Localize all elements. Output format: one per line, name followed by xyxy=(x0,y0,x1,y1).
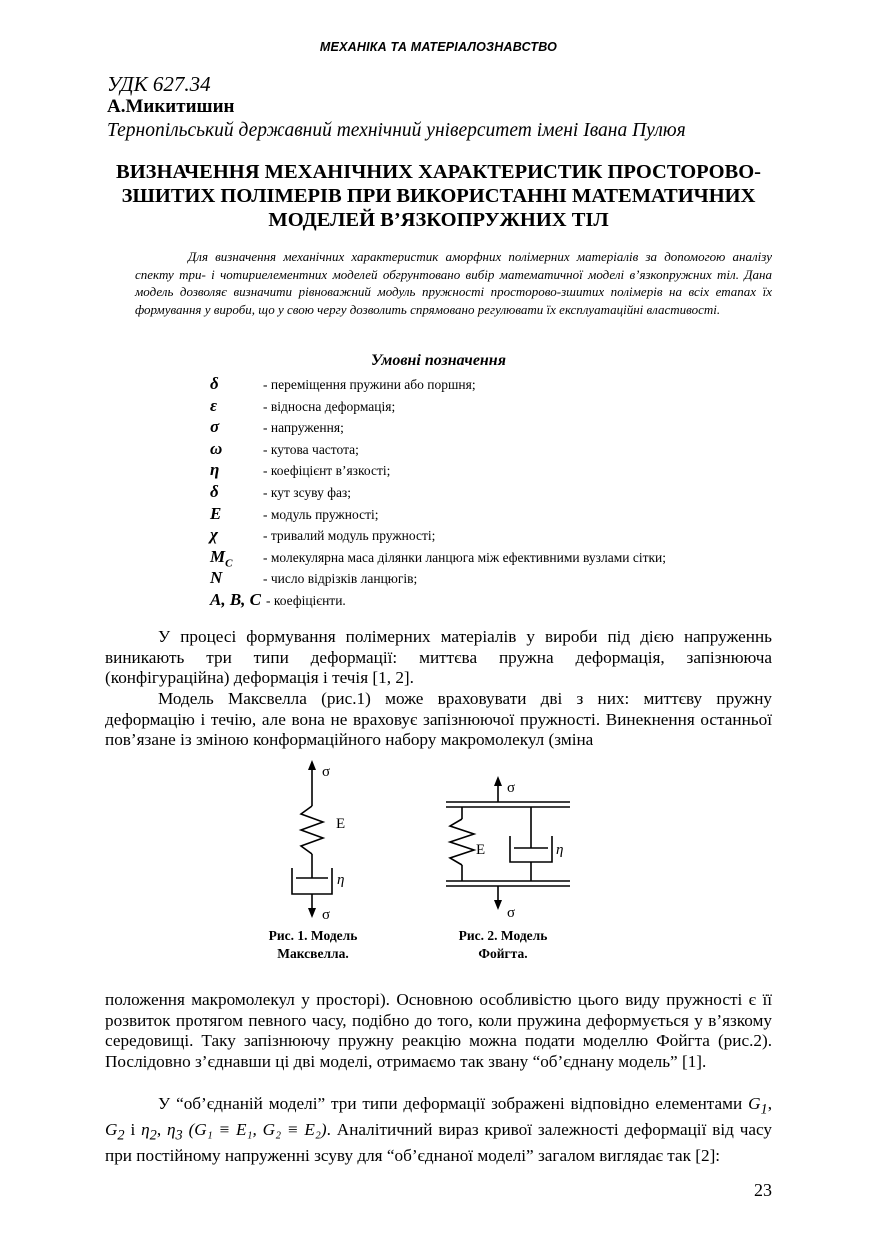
p4-and: і xyxy=(124,1120,142,1140)
notation-desc: - молекулярна маса ділянки ланцюга між ефективними вузлами сітки; xyxy=(263,549,667,565)
paragraph-3: положення макромолекул у просторі). Основною особливістю цього виду пружності є її розвиток протягом певного часу, подібно до того, коли пружина деформується у в’язкому середовищі. Таку запізнюючу пружну реакцію можна подати моделлю Фойгта (рис.2). Послідовно з’єднавши ці дві моделі, отримаємо так звану “об’єднану модель” [1]. xyxy=(105,990,772,1072)
p4-eta2: η xyxy=(141,1120,150,1140)
notation-desc: - напруження; xyxy=(263,420,344,436)
fig2-sigma-bottom: σ xyxy=(507,905,516,921)
paper-title: ВИЗНАЧЕННЯ МЕХАНІЧНИХ ХАРАКТЕРИСТИК ПРОСТОРОВО-ЗШИТИХ ПОЛІМЕРІВ ПРИ ВИКОРИСТАННІ МАТЕМАТИЧНИХ МОДЕЛЕЙ В’ЯЗКОПРУЖНИХ ТІЛ xyxy=(116,161,761,231)
fig1-caption xyxy=(243,927,383,963)
notation-item xyxy=(210,504,810,526)
fig2-sigma-top: σ xyxy=(507,780,516,796)
notation-list xyxy=(210,374,810,612)
fig2-dashpot-label: η xyxy=(556,842,564,858)
notation-desc: - модуль пружності; xyxy=(263,506,379,522)
fig1-dashpot-label: η xyxy=(337,872,345,888)
notation-item xyxy=(210,547,810,569)
notation-symbol: δ xyxy=(210,481,219,501)
notation-symbol: δ xyxy=(210,374,219,393)
notation-symbol: E xyxy=(210,503,222,523)
journal-header: МЕХАНІКА ТА МАТЕРІАЛОЗНАВСТВО xyxy=(319,40,558,54)
notation-item xyxy=(210,374,810,396)
fig1-spring-label: E xyxy=(336,816,346,832)
notation-symbol: ω xyxy=(210,438,223,458)
fig1-caption-line2: Максвелла. xyxy=(277,946,349,961)
notation-desc: - число відрізків ланцюгів; xyxy=(263,571,418,587)
notation-desc: - переміщення пружини або поршня; xyxy=(263,377,476,392)
fig2-caption-line1: Рис. 2. Модель xyxy=(458,928,548,943)
notation-desc: - коефіцієнти. xyxy=(266,592,346,608)
maxwell-model-figure xyxy=(270,756,370,926)
notation-item xyxy=(210,439,810,461)
p4-g1-sub: 1 xyxy=(760,1101,768,1118)
notation-symbol-main: M xyxy=(210,546,226,566)
p4-sep: , xyxy=(156,1120,167,1140)
notation-item xyxy=(210,396,810,418)
notation-symbol: σ xyxy=(210,417,220,437)
page-number: 23 xyxy=(754,1180,772,1200)
notation-symbol: N xyxy=(210,568,223,588)
notation-heading: Умовні позначення xyxy=(371,352,506,369)
paragraph-2: Модель Максвелла (рис.1) може враховувати дві з них: миттєву пружну деформацію і течію, але вона не враховує запізнюючої пружності. Винекнення останньої пов’язане із зміною конформаційного набору макромолекул (зміна xyxy=(105,689,772,750)
fig2-caption-line2: Фойгта. xyxy=(478,946,528,961)
voigt-model-figure xyxy=(436,772,582,922)
notation-desc: - кут зсуву фаз; xyxy=(263,484,352,500)
p4-equivalence: (G₁ ≡ E₁, G₂ ≡ E₂) xyxy=(188,1120,327,1140)
notation-item xyxy=(210,590,810,612)
notation-desc: - відносна деформація; xyxy=(263,398,396,414)
notation-desc: - тривалий модуль пружності; xyxy=(263,528,436,544)
notation-item xyxy=(210,525,810,547)
fig2-caption xyxy=(433,927,573,963)
paragraph-1: У процесі формування полімерних матеріалів у вироби під дією напруженнь виникають три типи деформації: миттєва пружна деформація, запізнююча (конфігураційна) деформація і течія [1, 2]. xyxy=(105,627,772,688)
notation-symbol: A, B, C xyxy=(210,589,262,609)
p4-g1: G xyxy=(748,1094,761,1113)
p4-comma: , xyxy=(767,1094,772,1113)
fig2-spring-label: E xyxy=(476,842,486,858)
notation-symbol: η xyxy=(210,460,220,480)
notation-desc: - коефіцієнт в’язкості; xyxy=(263,463,391,479)
p4-g2-sub: 2 xyxy=(117,1127,125,1144)
fig1-caption-line1: Рис. 1. Модель xyxy=(268,928,358,943)
notation-desc: - кутова частота; xyxy=(263,441,359,457)
p4-eta3: η xyxy=(167,1120,176,1140)
p4-text-1: У “об’єднаній моделі” три типи деформації зображені відповідно елементами xyxy=(158,1094,749,1113)
notation-item xyxy=(210,417,810,439)
author-name: А.Микитишин xyxy=(107,96,235,117)
p4-eta3-sub: 3 xyxy=(175,1127,183,1144)
abstract: Для визначення механічних характеристик аморфних полімерних матеріалів за допомогою аналізу спекту три- і чотириелементних моделей обгрунтовано вибір математичної моделі в’язкопружних тіл. Дана модель дозволяє визначити рівноважний модуль пружності просторово-зшитих полімерів на всіх етапах їх формування у вироби, що у свою чергу дозволить спрямовано регулювати їх експлуатаційні властивості. xyxy=(135,249,772,317)
udc-code: УДК 627.34 xyxy=(107,72,211,96)
p4-eta2-sub: 2 xyxy=(149,1127,157,1144)
paragraph-4 xyxy=(105,1094,772,1167)
fig1-sigma-top: σ xyxy=(322,764,331,780)
notation-symbol-sub: C xyxy=(225,557,233,570)
notation-item xyxy=(210,460,810,482)
affiliation: Тернопільський державний технічний університет імені Івана Пулюя xyxy=(107,120,686,141)
p4-text-2: . Аналітичний вираз кривої залежності деформації від часу при постійному напруженні зсуву для “об’єднаної моделі” загалом виглядає так [2]: xyxy=(105,1120,773,1166)
notation-item xyxy=(210,482,810,504)
p4-g2: G xyxy=(105,1120,118,1140)
fig1-sigma-bottom: σ xyxy=(322,907,331,923)
notation-symbol: χ xyxy=(210,525,218,545)
notation-symbol: ε xyxy=(210,395,217,415)
notation-item xyxy=(210,568,810,590)
